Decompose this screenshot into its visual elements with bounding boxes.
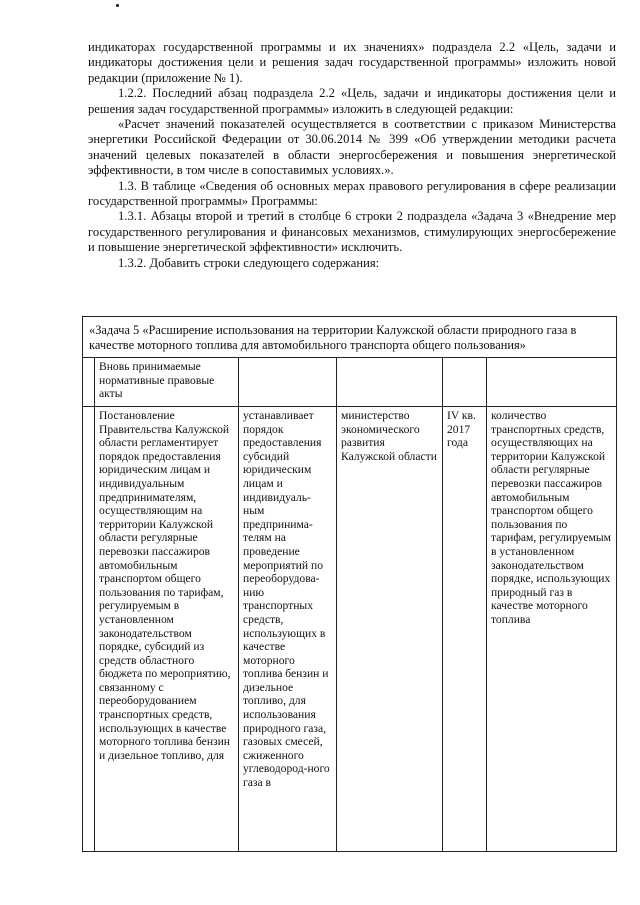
measures-table	[82, 316, 617, 852]
table-cell: количество транспортных средств, осуществляющих на территории Калужской области регулярные перевозки пассажиров автомобильным транспортом общего пользования по тарифам, регулируемым в установленном законодательством порядке, использующих природный газ в качестве моторного топлива	[487, 407, 617, 852]
scan-dot	[116, 4, 119, 7]
table-cell: министерство экономического развития Калужской области	[337, 407, 443, 852]
table-cell: Вновь принимаемые нормативные правовые акты	[95, 358, 239, 407]
table-row	[83, 358, 617, 407]
body-text	[88, 40, 616, 271]
paragraph: 1.3.2. Добавить строки следующего содержания:	[118, 255, 380, 270]
table-cell	[239, 358, 337, 407]
table-cell	[337, 358, 443, 407]
table-cell: IV кв. 2017 года	[443, 407, 487, 852]
paragraph: «Расчет значений показателей осуществляется в соответствии с приказом Министерства энергетики Российской Федерации от 30.06.2014 № 399 «Об утверждении методики расчета значений целевых показателей в области энергосбережения и повышения энергетической эффективности, в том числе в сопоставимых условиях.».	[88, 117, 616, 178]
table-cell	[83, 358, 95, 407]
table-section-header: «Задача 5 «Расширение использования на территории Калужской области природного газа в качестве моторного топлива для автомобильного транспорта общего пользования»	[83, 317, 617, 358]
table-cell: устанавливает порядок предоставления субсидий юридическим лицам и индивидуаль-ным предпринима-телям на проведение мероприятий по переоборудова-нию транспортных средств, использующих в качестве моторного топлива бензин и дизельное топливо, для использования природного газа, газовых смесей, сжиженного углеводород-ного газа в	[239, 407, 337, 852]
table-cell	[487, 358, 617, 407]
paragraph: индикаторах государственной программы и их значениях» подраздела 2.2 «Цель, задачи и индикаторы достижения цели и решения задач государственной программы» изложить новой редакции (приложение № 1).	[88, 40, 616, 85]
table-cell: Постановление Правительства Калужской области регламентирует порядок предоставления юридическим лицам и индивидуальным предпринимателям, осуществляющим на территории Калужской области регулярные перевозки пассажиров автомобильным транспортом общего пользования по тарифам, регулируемым в установленном законодательством порядке, субсидий из средств областного бюджета по мероприятию, связанному с переоборудованием транспортных средств, использующих в качестве моторного топлива бензин и дизельное топливо, для	[95, 407, 239, 852]
paragraph: 1.2.2. Последний абзац подраздела 2.2 «Цель, задачи и индикаторы достижения цели и решения задач государственной программы» изложить в следующей редакции:	[88, 86, 616, 116]
table-cell	[83, 407, 95, 852]
paragraph: 1.3.1. Абзацы второй и третий в столбце 6 строки 2 подраздела «Задача 3 «Внедрение мер государственного регулирования и финансовых механизмов, стимулирующих энергосбережение и повышение энергетической эффективности» исключить.	[88, 209, 616, 255]
paragraph: 1.3. В таблице «Сведения об основных мерах правового регулирования в сфере реализации государственной программы» Программы:	[88, 178, 616, 209]
table-cell	[443, 358, 487, 407]
table-row	[83, 407, 617, 852]
